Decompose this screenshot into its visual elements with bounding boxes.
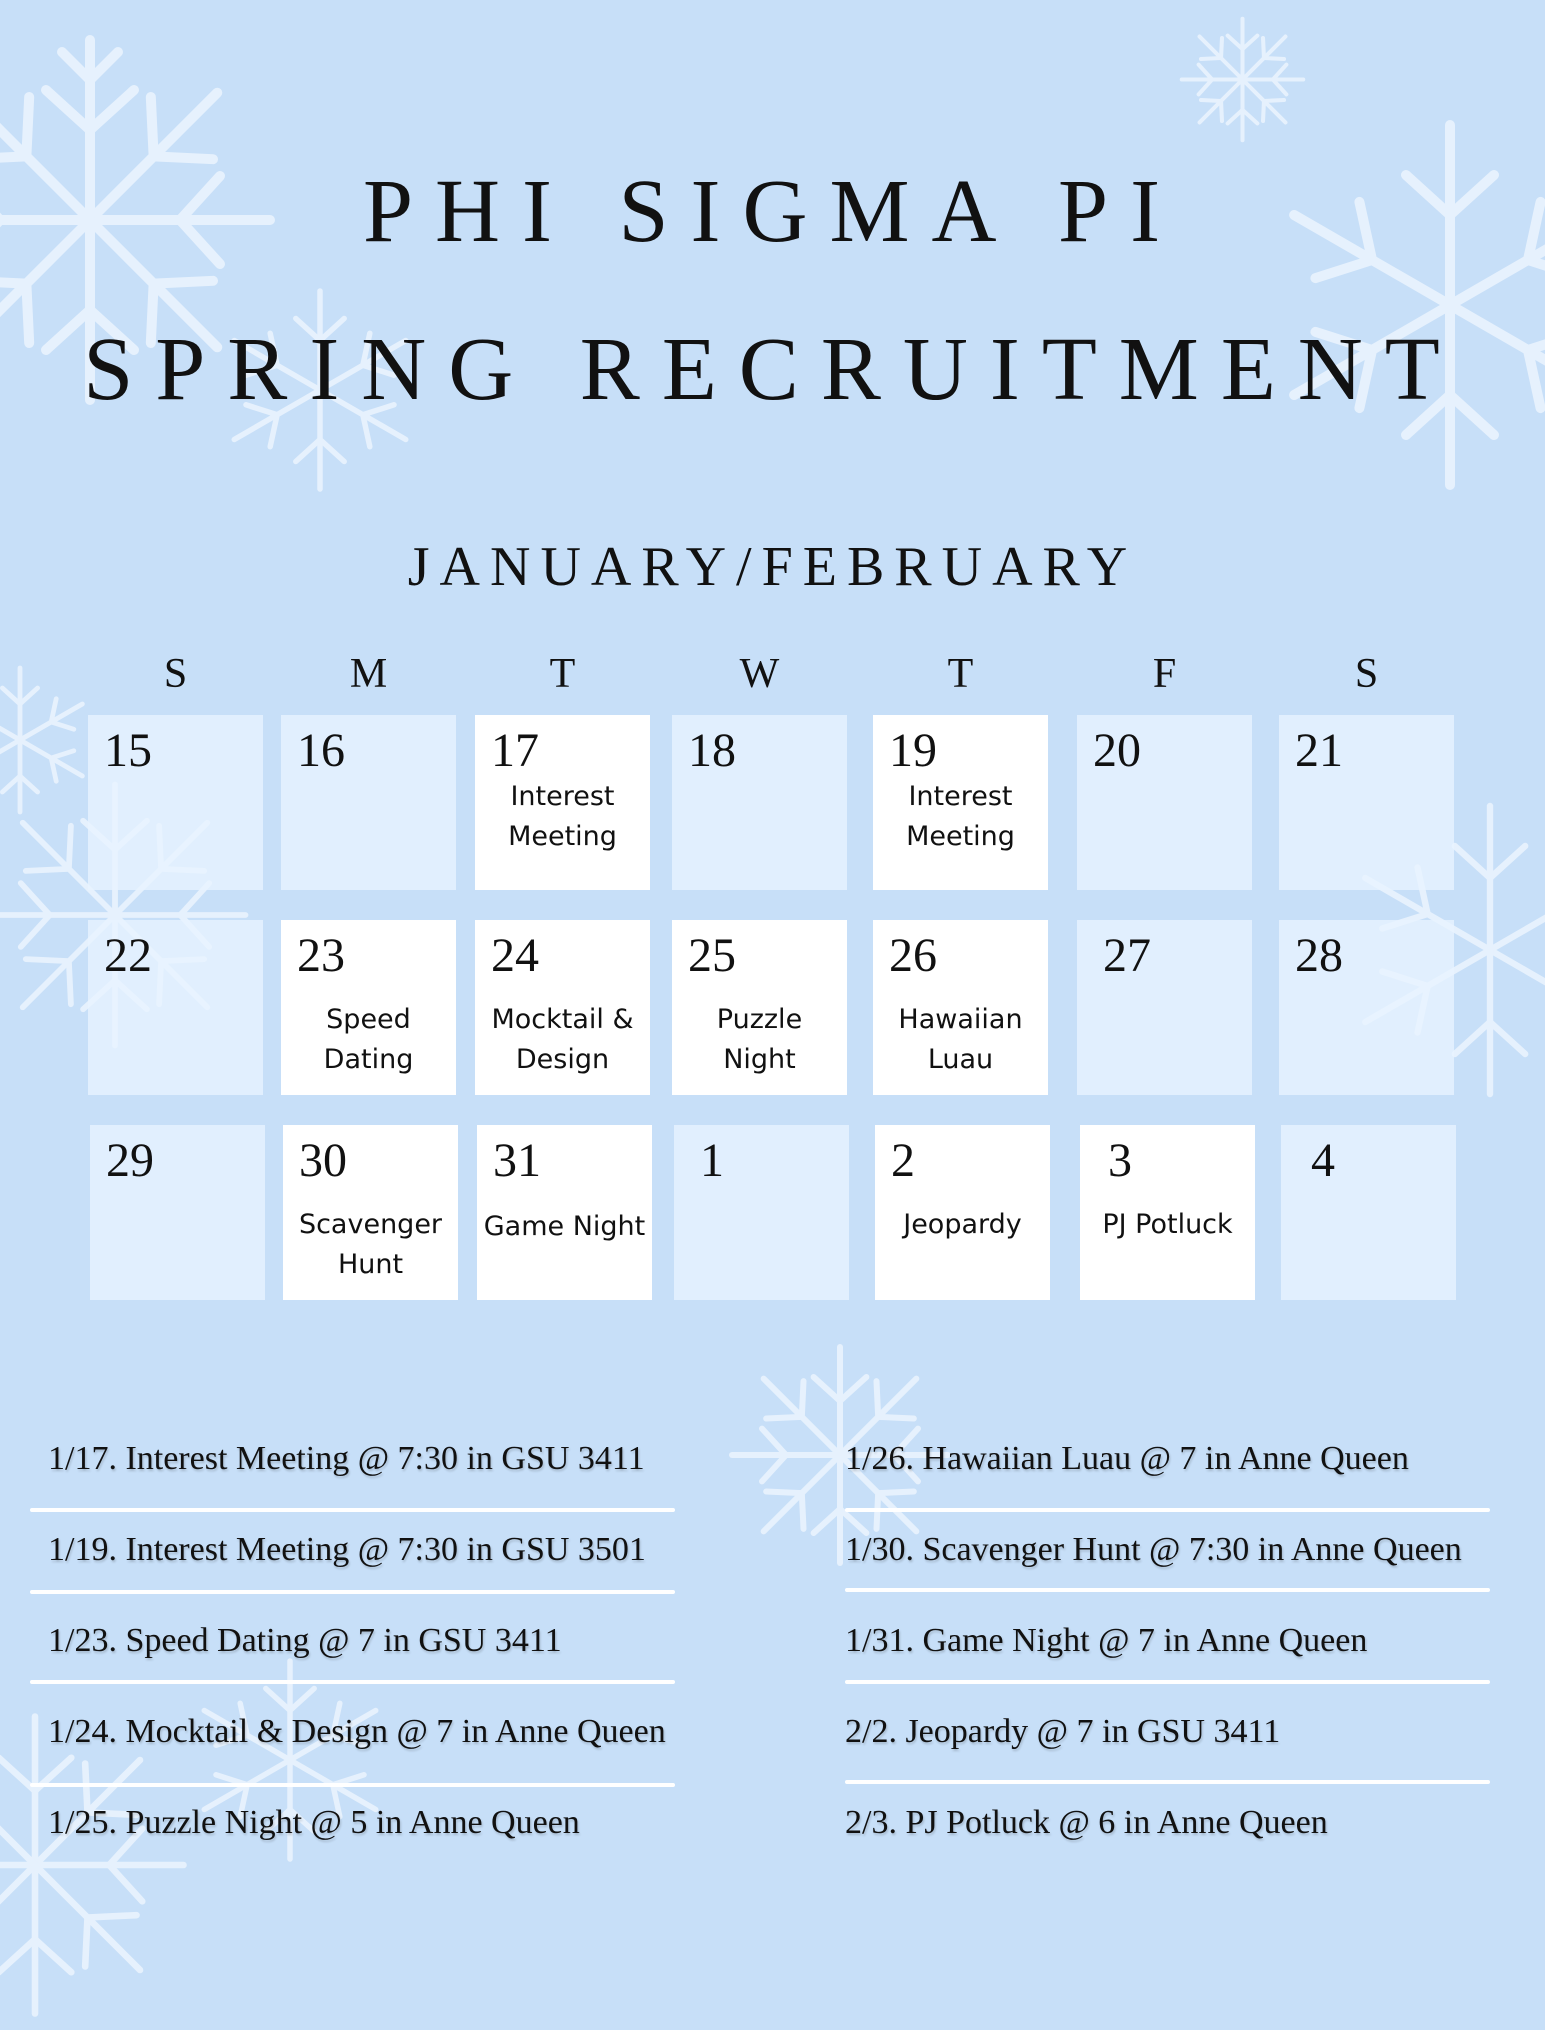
divider — [30, 1508, 675, 1512]
event-label: Puzzle Night — [716, 1004, 803, 1075]
divider — [30, 1680, 675, 1684]
divider — [30, 1590, 675, 1594]
day-number: 17 — [491, 724, 539, 777]
schedule-item: 1/26. Hawaiian Luau @ 7 in Anne Queen — [845, 1440, 1409, 1477]
day-number: 27 — [1103, 929, 1151, 982]
calendar-day — [88, 715, 263, 890]
day-number: 3 — [1108, 1134, 1132, 1187]
day-number: 31 — [493, 1134, 541, 1187]
snowflake-icon — [1175, 12, 1310, 147]
calendar-day-event — [475, 715, 650, 890]
calendar-day — [1077, 715, 1252, 890]
calendar-day-event — [477, 1125, 652, 1300]
divider — [845, 1588, 1490, 1592]
schedule-item: 1/31. Game Night @ 7 in Anne Queen — [845, 1622, 1368, 1659]
day-number: 20 — [1093, 724, 1141, 777]
weekday-sunday: S — [163, 651, 188, 697]
schedule-item: 2/2. Jeopardy @ 7 in GSU 3411 — [845, 1713, 1281, 1750]
schedule-item: 2/3. PJ Potluck @ 6 in Anne Queen — [845, 1804, 1328, 1841]
event-label: Speed Dating — [323, 1004, 414, 1075]
weekday-wednesday: W — [739, 651, 780, 697]
day-number: 21 — [1295, 724, 1343, 777]
calendar-day — [1279, 920, 1454, 1095]
day-number: 22 — [104, 929, 152, 982]
schedule-item: 1/23. Speed Dating @ 7 in GSU 3411 — [48, 1622, 562, 1659]
calendar-day — [674, 1125, 849, 1300]
event-label: Mocktail & Design — [491, 1004, 634, 1075]
day-number: 30 — [299, 1134, 347, 1187]
event-label: Jeopardy — [903, 1209, 1022, 1240]
weekday-saturday: S — [1354, 651, 1379, 697]
schedule-item: 1/25. Puzzle Night @ 5 in Anne Queen — [48, 1804, 580, 1841]
calendar-day — [1077, 920, 1252, 1095]
event-label: Hawaiian Luau — [898, 1004, 1023, 1075]
divider — [845, 1780, 1490, 1784]
divider — [30, 1783, 675, 1787]
title-line-1: PHI SIGMA PI — [362, 162, 1183, 261]
schedule-item: 1/30. Scavenger Hunt @ 7:30 in Anne Queen — [845, 1531, 1462, 1568]
day-number: 25 — [688, 929, 736, 982]
calendar-day — [672, 715, 847, 890]
calendar-day — [281, 715, 456, 890]
title-line-2: SPRING RECRUITMENT — [83, 320, 1462, 419]
calendar-day-event — [283, 1125, 458, 1300]
day-number: 24 — [491, 929, 539, 982]
day-number: 26 — [889, 929, 937, 982]
calendar-day-event — [672, 920, 847, 1095]
calendar-day — [1279, 715, 1454, 890]
day-number: 28 — [1295, 929, 1343, 982]
snowflake-icon — [1250, 95, 1545, 515]
weekday-monday: M — [349, 651, 388, 697]
event-label: Interest Meeting — [906, 781, 1015, 852]
month-heading: JANUARY/FEBRUARY — [407, 536, 1138, 598]
calendar-day — [90, 1125, 265, 1300]
day-number: 15 — [104, 724, 152, 777]
calendar-day-event — [475, 920, 650, 1095]
day-number: 29 — [106, 1134, 154, 1187]
day-number: 1 — [700, 1134, 724, 1187]
calendar-day-event — [873, 715, 1048, 890]
calendar-day-event — [873, 920, 1048, 1095]
day-number: 18 — [688, 724, 736, 777]
day-number: 16 — [297, 724, 345, 777]
event-label: PJ Potluck — [1102, 1209, 1233, 1240]
day-number: 19 — [889, 724, 937, 777]
calendar-day — [1281, 1125, 1456, 1300]
calendar-day — [88, 920, 263, 1095]
weekday-thursday: T — [947, 651, 974, 697]
calendar-day-event — [875, 1125, 1050, 1300]
day-number: 4 — [1311, 1134, 1335, 1187]
weekday-tuesday: T — [549, 651, 576, 697]
day-number: 2 — [891, 1134, 915, 1187]
event-label: Game Night — [483, 1211, 646, 1242]
divider — [845, 1680, 1490, 1684]
divider — [845, 1508, 1490, 1512]
schedule-item: 1/24. Mocktail & Design @ 7 in Anne Queen — [48, 1713, 666, 1750]
schedule-item: 1/19. Interest Meeting @ 7:30 in GSU 3501 — [48, 1531, 646, 1568]
event-label: Interest Meeting — [508, 781, 617, 852]
schedule-item: 1/17. Interest Meeting @ 7:30 in GSU 3411 — [48, 1440, 645, 1477]
calendar-day-event — [1080, 1125, 1255, 1300]
weekday-friday: F — [1152, 651, 1177, 697]
event-label: Scavenger Hunt — [298, 1209, 443, 1280]
day-number: 23 — [297, 929, 345, 982]
calendar-day-event — [281, 920, 456, 1095]
